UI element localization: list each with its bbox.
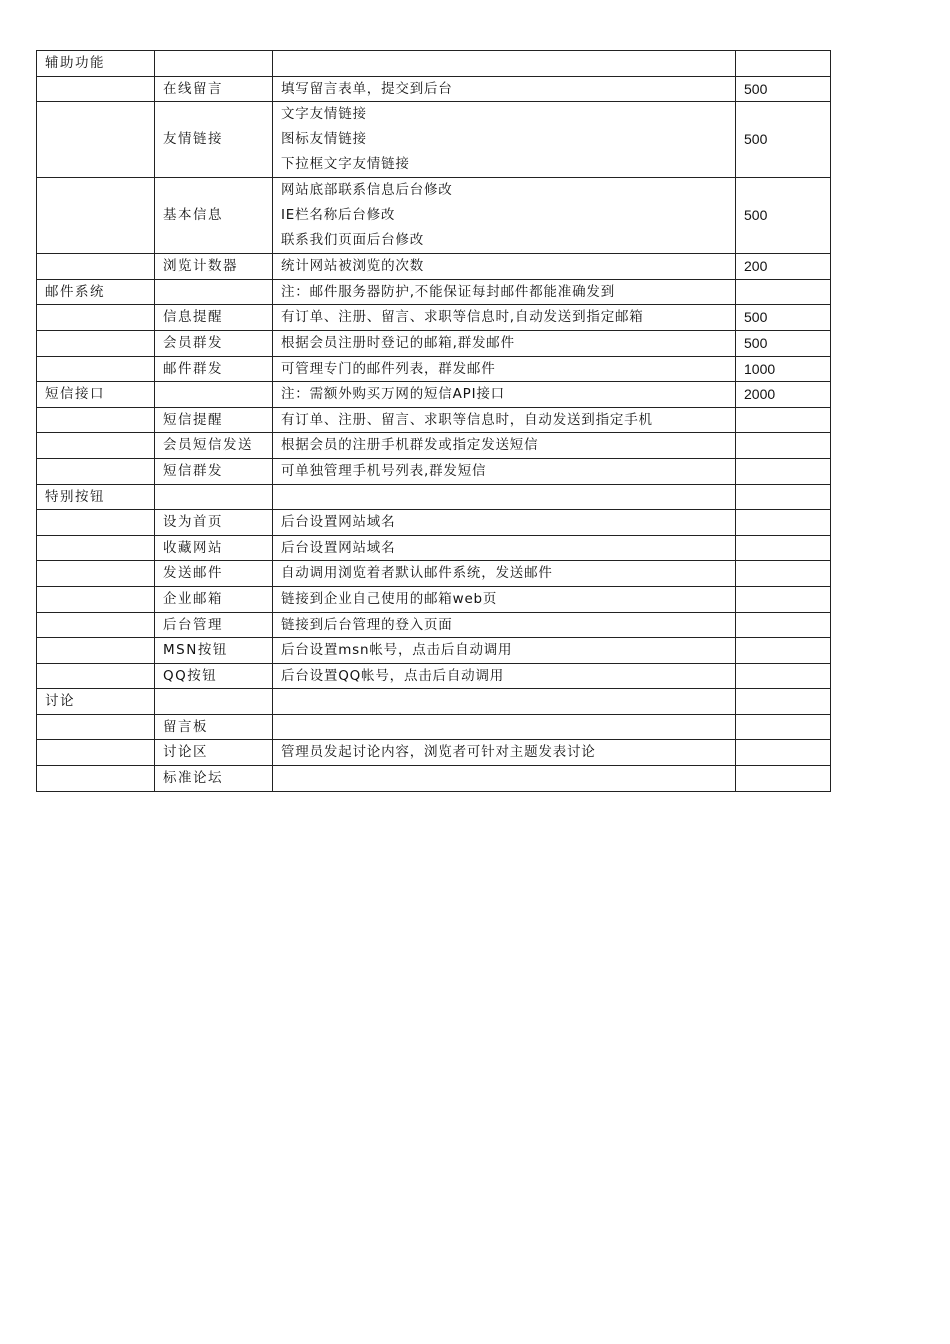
description-cell: 后台设置QQ帐号，点击后自动调用: [273, 663, 736, 689]
description-cell: 注：邮件服务器防护,不能保证每封邮件都能准确发到: [273, 279, 736, 305]
category-cell: [37, 76, 155, 102]
price-cell: [736, 663, 831, 689]
feature-cell: 信息提醒: [155, 305, 273, 331]
feature-cell: 邮件群发: [155, 356, 273, 382]
feature-cell: 标准论坛: [155, 766, 273, 792]
category-cell: [37, 356, 155, 382]
price-cell: 500: [736, 330, 831, 356]
price-cell: [736, 740, 831, 766]
description-cell: 可管理专门的邮件列表，群发邮件: [273, 356, 736, 382]
price-cell: [736, 612, 831, 638]
category-cell: [37, 458, 155, 484]
description-cell: 可单独管理手机号列表,群发短信: [273, 458, 736, 484]
table-body: [37, 51, 831, 792]
description-cell: 根据会员的注册手机群发或指定发送短信: [273, 433, 736, 459]
feature-cell: 讨论区: [155, 740, 273, 766]
feature-cell: 后台管理: [155, 612, 273, 638]
price-cell: 500: [736, 305, 831, 331]
category-cell: 邮件系统: [37, 279, 155, 305]
feature-cell: QQ按钮: [155, 663, 273, 689]
price-cell: [736, 586, 831, 612]
table-row: [37, 561, 831, 587]
description-cell: 管理员发起讨论内容，浏览者可针对主题发表讨论: [273, 740, 736, 766]
description-line: 图标友情链接: [281, 131, 367, 148]
price-cell: [736, 458, 831, 484]
feature-cell: 短信群发: [155, 458, 273, 484]
category-cell: [37, 254, 155, 280]
feature-cell: 发送邮件: [155, 561, 273, 587]
price-cell: [736, 279, 831, 305]
price-cell: [736, 561, 831, 587]
price-cell: [736, 689, 831, 715]
price-cell: 1000: [736, 356, 831, 382]
category-cell: [37, 740, 155, 766]
description-cell: 后台设置msn帐号，点击后自动调用: [273, 638, 736, 664]
table-row: [37, 382, 831, 408]
description-line: 联系我们页面后台修改: [281, 232, 424, 249]
category-cell: [37, 638, 155, 664]
feature-cell: 短信提醒: [155, 407, 273, 433]
table-row: [37, 535, 831, 561]
feature-cell: [155, 484, 273, 510]
feature-cell: 会员短信发送: [155, 433, 273, 459]
feature-cell: 在线留言: [155, 76, 273, 102]
category-cell: [37, 178, 155, 254]
description-cell: [273, 714, 736, 740]
price-cell: [736, 714, 831, 740]
table-row: [37, 51, 831, 77]
feature-cell: [155, 382, 273, 408]
table-row: [37, 254, 831, 280]
feature-cell: 基本信息: [155, 178, 273, 254]
table-row: [37, 586, 831, 612]
price-cell: [736, 433, 831, 459]
price-cell: [736, 535, 831, 561]
table-row: [37, 178, 831, 254]
description-line: 文字友情链接: [281, 106, 367, 123]
description-cell: [273, 51, 736, 77]
category-cell: [37, 407, 155, 433]
table-row: [37, 279, 831, 305]
price-cell: [736, 766, 831, 792]
description-cell: [273, 766, 736, 792]
table-row: [37, 740, 831, 766]
description-cell: [273, 178, 736, 254]
description-cell: 统计网站被浏览的次数: [273, 254, 736, 280]
table-row: [37, 102, 831, 178]
description-cell: [273, 484, 736, 510]
price-cell: [736, 51, 831, 77]
category-cell: [37, 766, 155, 792]
table-row: [37, 305, 831, 331]
table-row: [37, 714, 831, 740]
category-cell: [37, 330, 155, 356]
feature-cell: 设为首页: [155, 510, 273, 536]
category-cell: [37, 561, 155, 587]
price-cell: [736, 407, 831, 433]
description-cell: 自动调用浏览着者默认邮件系统，发送邮件: [273, 561, 736, 587]
description-line: IE栏名称后台修改: [281, 207, 396, 224]
category-cell: [37, 510, 155, 536]
table-row: [37, 663, 831, 689]
table-row: [37, 433, 831, 459]
feature-cell: 留言板: [155, 714, 273, 740]
feature-cell: [155, 51, 273, 77]
feature-cell: [155, 279, 273, 305]
table-row: [37, 766, 831, 792]
feature-price-table: [36, 50, 831, 792]
price-cell: 500: [736, 178, 831, 254]
price-cell: 2000: [736, 382, 831, 408]
feature-cell: [155, 689, 273, 715]
description-cell: [273, 102, 736, 178]
table-row: [37, 612, 831, 638]
table-row: [37, 484, 831, 510]
description-line: 下拉框文字友情链接: [281, 156, 410, 173]
feature-cell: MSN按钮: [155, 638, 273, 664]
price-cell: [736, 484, 831, 510]
description-line: 网站底部联系信息后台修改: [281, 182, 453, 199]
table-row: [37, 76, 831, 102]
table-row: [37, 356, 831, 382]
price-cell: [736, 638, 831, 664]
description-cell: [273, 689, 736, 715]
table-row: [37, 330, 831, 356]
category-cell: [37, 535, 155, 561]
category-cell: 短信接口: [37, 382, 155, 408]
category-cell: [37, 612, 155, 638]
table-row: [37, 689, 831, 715]
price-cell: 500: [736, 102, 831, 178]
feature-cell: 浏览计数器: [155, 254, 273, 280]
description-cell: 根据会员注册时登记的邮箱,群发邮件: [273, 330, 736, 356]
table-row: [37, 510, 831, 536]
price-cell: 200: [736, 254, 831, 280]
description-cell: 后台设置网站域名: [273, 535, 736, 561]
feature-cell: 会员群发: [155, 330, 273, 356]
description-cell: 后台设置网站域名: [273, 510, 736, 536]
category-cell: 讨论: [37, 689, 155, 715]
category-cell: [37, 663, 155, 689]
feature-cell: 企业邮箱: [155, 586, 273, 612]
description-cell: 链接到后台管理的登入页面: [273, 612, 736, 638]
category-cell: [37, 305, 155, 331]
category-cell: 特别按钮: [37, 484, 155, 510]
table-row: [37, 407, 831, 433]
feature-cell: 友情链接: [155, 102, 273, 178]
category-cell: 辅助功能: [37, 51, 155, 77]
description-cell: 链接到企业自己使用的邮箱web页: [273, 586, 736, 612]
description-cell: 有订单、注册、留言、求职等信息时，自动发送到指定手机: [273, 407, 736, 433]
description-cell: 有订单、注册、留言、求职等信息时,自动发送到指定邮箱: [273, 305, 736, 331]
description-cell: 注：需额外购买万网的短信API接口: [273, 382, 736, 408]
category-cell: [37, 586, 155, 612]
price-cell: [736, 510, 831, 536]
category-cell: [37, 433, 155, 459]
table-row: [37, 638, 831, 664]
category-cell: [37, 714, 155, 740]
price-cell: 500: [736, 76, 831, 102]
feature-cell: 收藏网站: [155, 535, 273, 561]
category-cell: [37, 102, 155, 178]
description-cell: 填写留言表单，提交到后台: [273, 76, 736, 102]
table-row: [37, 458, 831, 484]
